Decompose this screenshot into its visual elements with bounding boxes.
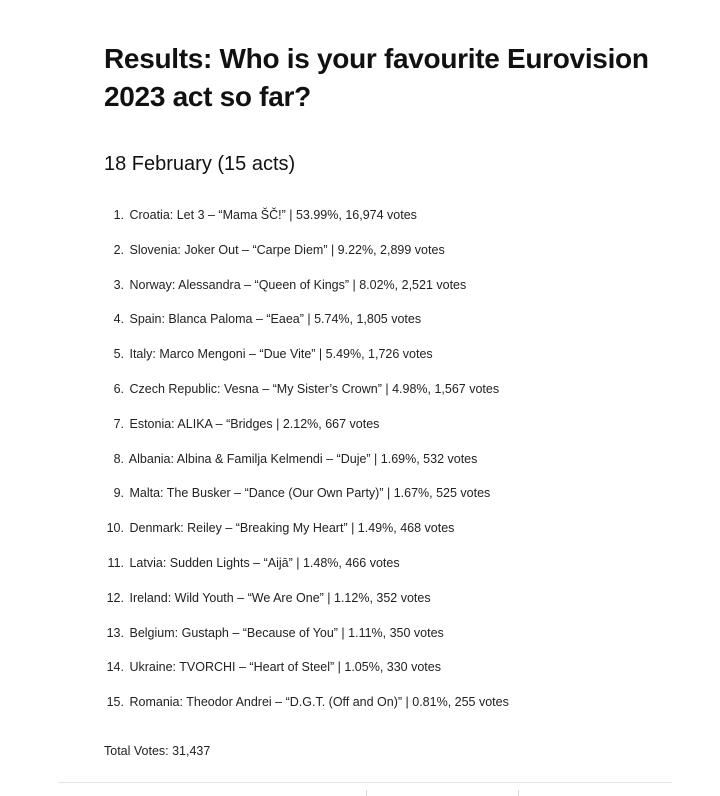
- result-item: [104, 274, 684, 309]
- section-subtitle: 18 February (15 acts): [104, 153, 296, 175]
- result-text: Belgium: Gustaph – “Because of You” | 1.11%, 350 votes: [129, 625, 444, 640]
- result-rank: 15.: [106, 695, 124, 710]
- results-list: [104, 204, 684, 726]
- result-rank: 12.: [106, 590, 124, 605]
- result-text: Albania: Albina & Familja Kelmendi – “Duje” | 1.69%, 532 votes: [128, 451, 478, 466]
- result-item: [104, 239, 684, 274]
- result-rank: 7.: [113, 416, 124, 431]
- result-text: Ireland: Wild Youth – “We Are One” | 1.12%, 352 votes: [129, 590, 431, 605]
- result-item: [104, 448, 684, 483]
- result-text: Romania: Theodor Andrei – “D.G.T. (Off and On)” | 0.81%, 255 votes: [129, 695, 509, 710]
- result-rank: 6.: [113, 381, 124, 396]
- result-text: Czech Republic: Vesna – “My Sister’s Crown” | 4.98%, 1,567 votes: [129, 381, 500, 396]
- result-rank: 8.: [113, 451, 124, 466]
- footer-divider-tick: [366, 790, 367, 796]
- result-text: Ukraine: TVORCHI – “Heart of Steel” | 1.05%, 330 votes: [129, 660, 441, 675]
- result-item: [104, 517, 684, 552]
- result-text: Norway: Alessandra – “Queen of Kings” | 8.02%, 2,521 votes: [129, 277, 467, 292]
- result-text: Latvia: Sudden Lights – “Aijā” | 1.48%, 466 votes: [129, 555, 400, 570]
- footer-divider: [58, 782, 672, 783]
- result-item: [104, 622, 684, 657]
- result-item: [104, 413, 684, 448]
- result-item: [104, 308, 684, 343]
- result-item: [104, 552, 684, 587]
- result-rank: 10.: [106, 521, 124, 536]
- article-title: Results: Who is your favourite Eurovision 2023 act so far?: [104, 43, 649, 112]
- result-item: [104, 656, 684, 691]
- result-rank: 3.: [113, 277, 124, 292]
- result-item: [104, 691, 684, 726]
- result-rank: 14.: [106, 660, 124, 675]
- result-rank: 1.: [113, 208, 124, 222]
- result-rank: 5.: [113, 347, 124, 362]
- result-text: Estonia: ALIKA – “Bridges | 2.12%, 667 votes: [129, 416, 380, 431]
- result-rank: 11.: [107, 555, 124, 570]
- result-text: Spain: Blanca Paloma – “Eaea” | 5.74%, 1,805 votes: [129, 312, 422, 327]
- result-text: Denmark: Reiley – “Breaking My Heart” | 1.49%, 468 votes: [129, 521, 455, 536]
- result-rank: 4.: [113, 312, 124, 327]
- footer-divider-tick: [518, 790, 519, 796]
- result-item: [104, 343, 684, 378]
- total-votes: Total Votes: 31,437: [104, 744, 211, 758]
- result-text: Italy: Marco Mengoni – “Due Vite” | 5.49%, 1,726 votes: [129, 347, 433, 362]
- result-rank: 13.: [106, 625, 124, 640]
- result-text: Croatia: Let 3 – “Mama ŠČ!” | 53.99%, 16,974 votes: [129, 208, 417, 222]
- result-rank: 9.: [113, 486, 124, 501]
- result-item: [104, 378, 684, 413]
- result-rank: 2.: [113, 242, 124, 257]
- result-item: [104, 482, 684, 517]
- result-text: Slovenia: Joker Out – “Carpe Diem” | 9.22%, 2,899 votes: [129, 242, 445, 257]
- result-text: Malta: The Busker – “Dance (Our Own Party)” | 1.67%, 525 votes: [129, 486, 491, 501]
- result-item: [104, 204, 684, 239]
- result-item: [104, 587, 684, 622]
